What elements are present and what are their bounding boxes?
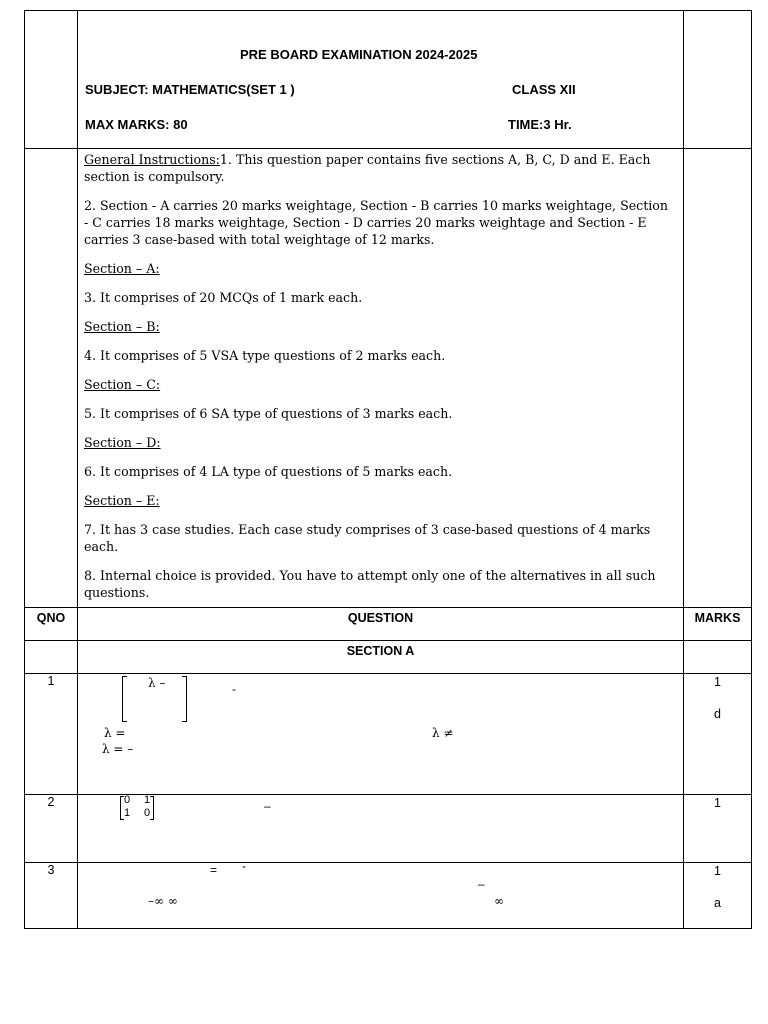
- instructions-row: [25, 149, 752, 608]
- question-row-2: [25, 795, 752, 863]
- question-row-3: [25, 863, 752, 929]
- question-3-marks: 1 a: [684, 863, 752, 929]
- q1-option-b: λ ≠: [432, 726, 454, 740]
- q1-option-a: λ =: [104, 726, 126, 740]
- section-a-label: SECTION A: [78, 641, 684, 674]
- instruction-1: General Instructions:1. This question paper contains five sections A, B, C, D and E. Each section is compulsory.: [84, 152, 651, 184]
- question-row-1: [25, 674, 752, 795]
- matrix-left-bracket: [122, 676, 127, 722]
- section-e-heading: Section – E:: [84, 493, 160, 508]
- matrix-right-bracket: [150, 796, 154, 820]
- instruction-8: 8. Internal choice is provided. You have to attempt only one of the alternatives in all such questions.: [84, 568, 656, 600]
- question-1-cell: [78, 674, 684, 795]
- question-2-cell: [78, 795, 684, 863]
- question-number: 3: [25, 863, 78, 929]
- instructions-cell: [78, 149, 684, 608]
- marks-column-header: MARKS: [684, 608, 752, 641]
- question-column-header: QUESTION: [78, 608, 684, 641]
- section-a-heading: Section – A:: [84, 261, 160, 276]
- matrix-right-bracket: [182, 676, 187, 722]
- q3-dash-top: -: [242, 859, 246, 873]
- q3-dash-mid: –: [478, 877, 485, 891]
- class-label: CLASS XII: [512, 82, 576, 97]
- instructions-heading: General Instructions:: [84, 152, 220, 167]
- header-left-cell: [25, 11, 78, 149]
- max-marks-label: MAX MARKS: 80: [85, 117, 188, 132]
- question-3-answer: a: [714, 896, 721, 910]
- question-2-marks: 1: [684, 795, 752, 863]
- question-number: 1: [25, 674, 78, 795]
- section-b-heading: Section – B:: [84, 319, 160, 334]
- q2-dash: –: [264, 799, 271, 813]
- q1-matrix-entry: λ –: [148, 676, 166, 690]
- q3-infinity: ∞: [494, 894, 504, 908]
- q3-equals: =: [210, 863, 218, 877]
- q1-option-c: λ = –: [102, 742, 134, 756]
- header-right-cell: [684, 11, 752, 149]
- question-3-cell: [78, 859, 684, 929]
- instruction-3: 3. It comprises of 20 MCQs of 1 mark each.: [84, 290, 363, 305]
- column-header-row: [25, 608, 752, 641]
- question-1-answer: d: [714, 707, 721, 721]
- instruction-6: 6. It comprises of 4 LA type of questions of 5 marks each.: [84, 464, 453, 479]
- subject-label: SUBJECT: MATHEMATICS(SET 1 ): [85, 82, 295, 97]
- exam-paper-table: [24, 10, 752, 929]
- instruction-7: 7. It has 3 case studies. Each case study comprises of 3 case-based questions of 4 marks each.: [84, 522, 651, 554]
- exam-title: PRE BOARD EXAMINATION 2024-2025: [240, 47, 478, 62]
- section-c-heading: Section – C:: [84, 377, 161, 392]
- matrix-entry: 1: [144, 794, 151, 806]
- matrix-entry: 1: [124, 807, 131, 819]
- header-cell: [78, 11, 684, 149]
- q1-dash: -: [232, 682, 236, 696]
- question-1-marks: 1 d: [684, 674, 752, 795]
- section-row: [25, 641, 752, 674]
- instruction-5: 5. It comprises of 6 SA type of questions of 3 marks each.: [84, 406, 453, 421]
- qno-column-header: QNO: [25, 608, 78, 641]
- instruction-2: 2. Section - A carries 20 marks weightage, Section - B carries 10 marks weightage, Section - C carries 18 marks weightage, Section - D carries 20 marks weightage and Section - E carries 3 case-based with total weightage of 12 marks.: [84, 198, 668, 247]
- question-number: 2: [25, 795, 78, 863]
- q3-interval: –∞ ∞: [148, 894, 178, 908]
- matrix-entry: 0: [124, 794, 131, 806]
- matrix-entry: 0: [144, 807, 151, 819]
- time-label: TIME:3 Hr.: [508, 117, 572, 132]
- section-d-heading: Section – D:: [84, 435, 161, 450]
- header-row: [25, 11, 752, 149]
- instruction-4: 4. It comprises of 5 VSA type questions of 2 marks each.: [84, 348, 446, 363]
